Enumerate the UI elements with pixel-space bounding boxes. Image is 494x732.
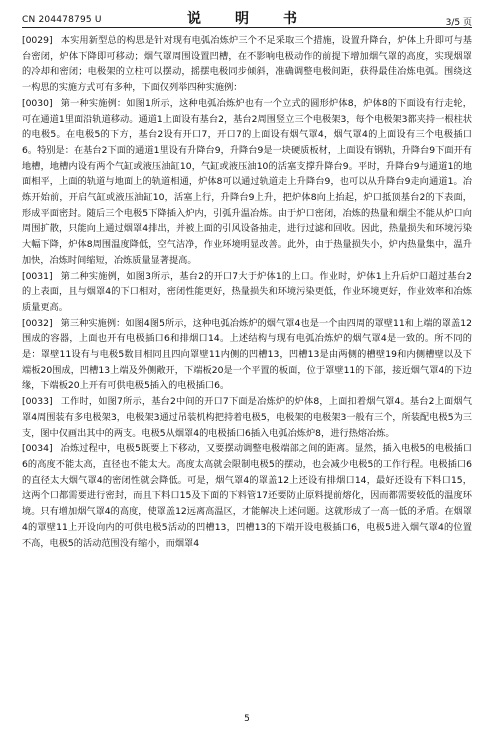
paragraph-0034 bbox=[22, 441, 472, 551]
paragraph-text: 冶炼过程中，电极5既要上下移动，又要摆动调整电极端部之间的距离。显然，插入电极5的电极插口6的高度不能太高，直径也不能太大。高度太高就会限制电极5的摆动，也会减少电极5的工作行程。电极插口6的直径太大烟气罩4的密闭性就会降低。可是，烟气罩4的罩盖12上还设有排烟口14，最好还设有下料口15，这两个口都需要进行密封，而且下料口15及下面的下料管17还要防止原料提前熔化，因而都需要较低的温度环境。只有增加烟气罩4的高度，使罩盖12远离高温区，才能解决上述问题。这就形成了一高一低的矛盾。在烟罩4的罩壁11上开设向内的可供电极5活动的凹槽13，凹槽13的下端开设电极插口6，电极5进入烟气罩4的位置不高，电极5的活动范围没有缩小，而烟罩4 bbox=[22, 443, 472, 549]
paragraph-text: 第二种实施例，如图3所示，基台2的开口7大于炉体1的上口。作业时，炉体1上升后炉口超过基台2的上表面，且与烟罩4的下口相对，密闭性能更好，热量损失和环境污染更低，作业环境更好，作业效率和冶炼质量更高。 bbox=[22, 270, 472, 313]
paragraph-0030 bbox=[22, 96, 472, 269]
paragraph-text: 工作时，如图7所示，基台2中间的开口7下面是冶炼炉的炉体8，上面扣着烟气罩4。基台2上面烟气罩4周围装有多电极架3，电极架3通过吊装机构把持着电极5，电极架的电极架3一般有三个，所装配电极5为三支，图中仅画出其中的两支。电极5从烟罩4的电极插口6插入电弧冶炼炉8，进行热熔冶炼。 bbox=[22, 396, 472, 439]
paragraph-number: [0032] bbox=[22, 317, 53, 329]
paragraph-0029 bbox=[22, 33, 472, 96]
paragraph-text: 本实用新型总的构思是针对现有电弧冶炼炉三个不足采取三个措施，设置升降台，炉体上升即可与基台密闭，炉体下降即可移动；烟气罩周围设置凹槽，在不影响电极动作的前提下增加烟气罩的高度，实现烟罩的冷却和密闭；电极架的立柱可以摆动，摇摆电极同步倾斜，准确调整电极间距，获得最佳冶炼电弧。围绕这一构思的实施方式可有多种，下面仅列举四种实施例： bbox=[22, 35, 472, 94]
paragraph-0031 bbox=[22, 269, 472, 316]
section-title: 说 明 书 bbox=[187, 11, 307, 27]
patent-number: CN 204478795 U bbox=[22, 15, 102, 25]
page-indicator: 3/5 页 bbox=[445, 18, 472, 28]
paragraph-number: [0034] bbox=[22, 443, 53, 455]
document-body bbox=[22, 33, 472, 551]
paragraph-text: 第三种实施例：如图4图5所示，这种电弧冶炼炉的烟气罩4也是一个由四周的罩壁11和上端的罩盖12围成的容器，上面也开有电极插口6和排烟口14。上述结构与现有电弧冶炼炉的烟气罩4是一致的。所不同的是：罩壁11设有与电极5数目相同且四向罩壁11内侧的凹槽13，凹槽13是由两侧的槽壁19和内侧槽壁以及下端板20围成，凹槽13上端及外侧敞开，下端板20是一个平置的板面，位于罩壁11的下部，接近烟气罩4的下边缘，下端板20上开有可供电极5插入的电极插口6。 bbox=[22, 317, 472, 392]
page-header bbox=[22, 6, 472, 28]
paragraph-0033 bbox=[22, 394, 472, 441]
paragraph-number: [0030] bbox=[22, 97, 53, 109]
paragraph-0032 bbox=[22, 316, 472, 395]
header-divider bbox=[22, 27, 472, 28]
paragraph-number: [0033] bbox=[22, 396, 53, 408]
page-number: 5 bbox=[244, 714, 250, 724]
paragraph-number: [0029] bbox=[22, 35, 53, 46]
paragraph-number: [0031] bbox=[22, 270, 53, 282]
paragraph-text: 第一种实施例：如图1所示，这种电弧冶炼炉也有一个立式的圆形炉体8，炉体8的下面设有行走轮，可在通道1里面沿轨道移动。通道1上面设有基台2，基台2周围竖立三个电极架3，每个电极架3都夹持一根柱状的电极5。在电极5的下方，基台2设有开口7，开口7的上面设有烟气罩4，烟气罩4的上面设有三个电极插口6。特别是：在基台2下面的通道1里设有升降台9，升降台9是一块硬质板材，上面设有钢轨，升降台9下面开有地槽，地槽内设有两个气缸或液压油缸10，气缸或液压油10的活塞支撑升降台9。平时，升降台9与通道1的地面相平，上面的轨道与地面上的轨道相通，炉体8可以通过轨道走上升降台9，也可以从升降台9走向通道1。冶炼开始前，开启气缸或液压油缸10，活塞上行，升降台9上升，把炉体8向上抬起，炉口抵顶基台2的下表面，形成平面密封。随后三个电极5下降插入炉内，引弧升温冶炼。由于炉口密闭，冶炼的热量和烟尘不能从炉口向周围扩散，只能向上通过烟罩4排出，并被上面的引风设备抽走，进行过滤和回收。因此，热量损失和环境污染大幅下降，炉体8周围温度降低，空气洁净，作业环境明显改善。此外，由于热量损失小，炉内热量集中，温升加快，冶炼时间缩短，冶炼质量显著提高。 bbox=[22, 97, 472, 266]
